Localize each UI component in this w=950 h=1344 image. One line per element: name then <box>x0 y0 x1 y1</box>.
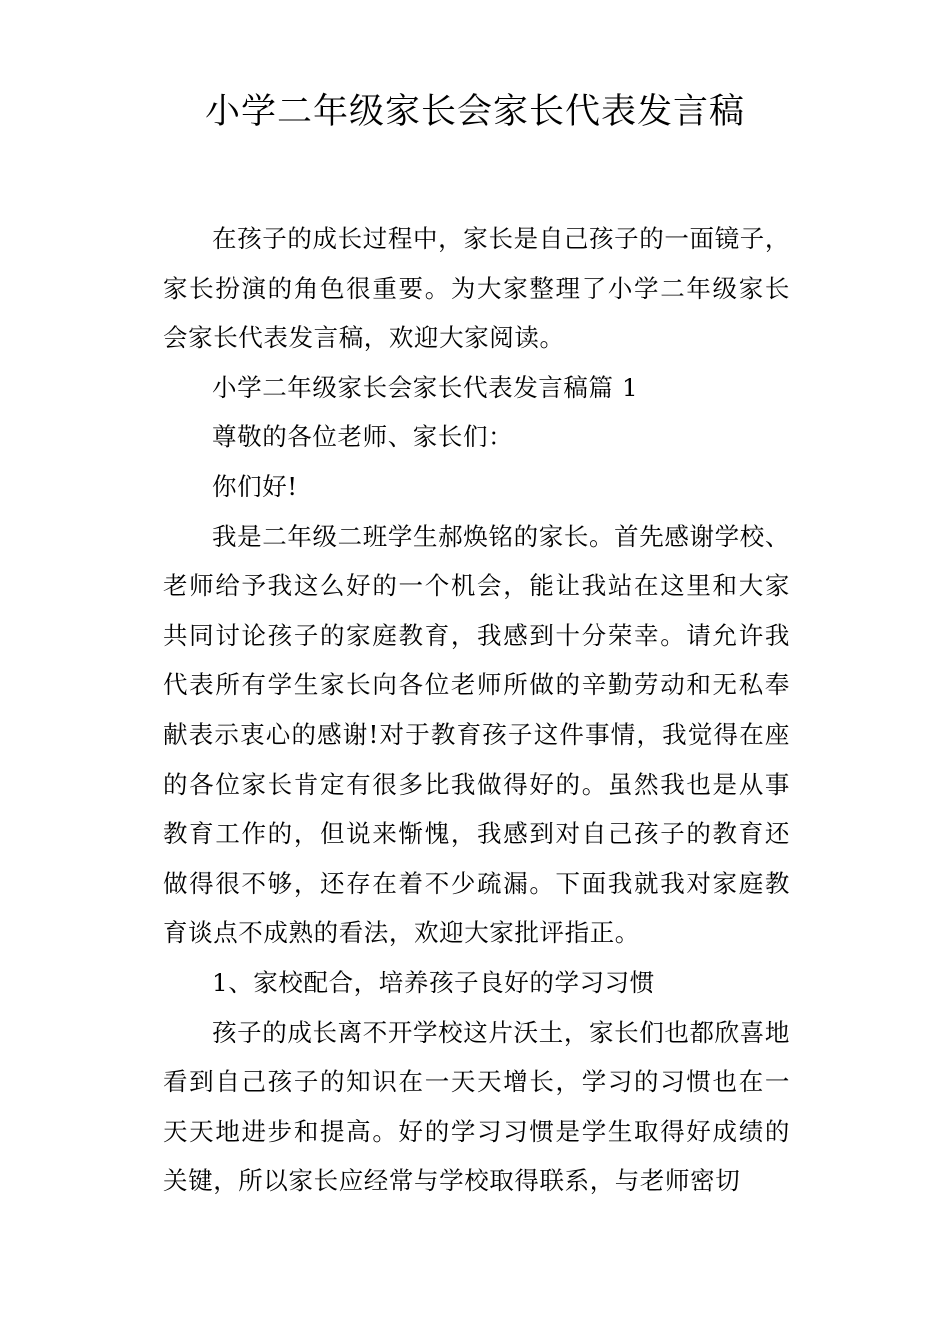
section-heading: 小学二年级家长会家长代表发言稿篇 1 <box>212 372 639 402</box>
body-paragraph: 孩子的成长离不开学校这片沃土，家长们也都欣喜地看到自己孩子的知识在一天天增长，学习的习惯也在一天天地进步和提高。好的学习习惯是学生取得好成绩的关键，所以家长应经常与学校取得联系，与老师密切 <box>163 1017 790 1196</box>
subheading: 1、家校配合，培养孩子良好的学习习惯 <box>212 967 655 997</box>
document-title: 小学二年级家长会家长代表发言稿 <box>204 92 745 132</box>
greeting: 你们好! <box>212 471 298 501</box>
salutation: 尊敬的各位老师、家长们： <box>212 422 514 452</box>
document-body <box>163 214 790 1206</box>
intro-paragraph: 在孩子的成长过程中，家长是自己孩子的一面镜子，家长扮演的角色很重要。为大家整理了小学二年级家长会家长代表发言稿，欢迎大家阅读。 <box>163 224 790 353</box>
body-paragraph: 我是二年级二班学生郝焕铭的家长。首先感谢学校、老师给予我这么好的一个机会，能让我站在这里和大家共同讨论孩子的家庭教育，我感到十分荣幸。请允许我代表所有学生家长向各位老师所做的辛勤劳动和无私奉献表示衷心的感谢!对于教育孩子这件事情，我觉得在座的各位家长肯定有很多比我做得好的。虽然我也是从事教育工作的，但说来惭愧，我感到对自己孩子的教育还做得很不够，还存在着不少疏漏。下面我就我对家庭教育谈点不成熟的看法，欢迎大家批评指正。 <box>163 521 790 948</box>
